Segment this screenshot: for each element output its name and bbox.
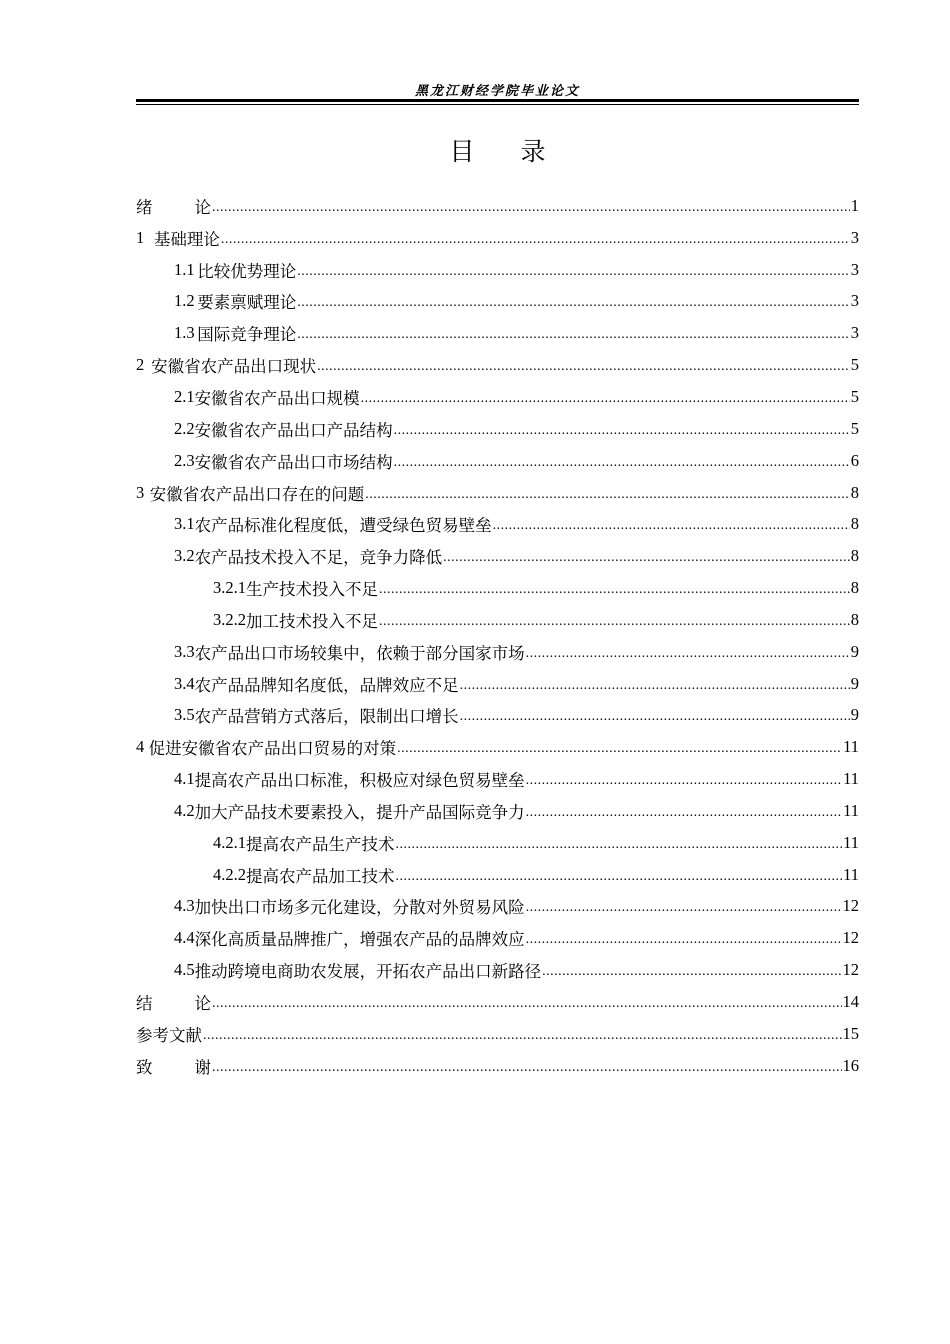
table-of-contents bbox=[136, 190, 859, 1082]
toc-entry-number: 1 bbox=[136, 227, 145, 247]
toc-entry-number: 4.2.1 bbox=[213, 832, 246, 852]
toc-entry-number: 3.2 bbox=[174, 546, 195, 566]
toc-entry-number: 4.5 bbox=[174, 960, 195, 980]
toc-entry[interactable] bbox=[136, 922, 859, 954]
toc-entry-label bbox=[136, 1054, 211, 1078]
toc-entry-label: 比较优势理论 bbox=[197, 261, 297, 281]
toc-entry-number: 3.4 bbox=[174, 673, 195, 693]
toc-dot-leader bbox=[297, 327, 850, 343]
toc-dot-leader bbox=[460, 678, 850, 694]
toc-entry-page: 5 bbox=[850, 418, 859, 438]
toc-entry-label: 提高农产品生产技术 bbox=[246, 834, 395, 854]
toc-dot-leader bbox=[212, 200, 850, 216]
toc-entry-page: 11 bbox=[843, 864, 859, 884]
toc-entry-label: 深化高质量品牌推广，增强农产品的品牌效应 bbox=[194, 930, 525, 950]
toc-entry[interactable] bbox=[136, 668, 859, 700]
toc-dot-leader bbox=[212, 1060, 842, 1076]
toc-dot-leader bbox=[493, 518, 850, 534]
toc-dot-leader bbox=[526, 646, 850, 662]
toc-dot-leader bbox=[317, 359, 850, 375]
toc-entry[interactable] bbox=[136, 763, 859, 795]
toc-entry[interactable] bbox=[136, 700, 859, 732]
toc-entry-page: 11 bbox=[843, 832, 859, 852]
toc-entry[interactable] bbox=[136, 349, 859, 381]
toc-entry[interactable] bbox=[136, 254, 859, 286]
toc-entry-page: 1 bbox=[850, 195, 859, 215]
toc-dot-leader bbox=[365, 487, 850, 503]
toc-entry-page: 8 bbox=[850, 609, 859, 629]
toc-entry-page: 9 bbox=[850, 705, 859, 725]
toc-dot-leader bbox=[460, 709, 850, 725]
toc-dot-leader bbox=[212, 996, 842, 1012]
toc-title-char-2: 录 bbox=[520, 137, 546, 166]
toc-entry-page: 8 bbox=[850, 578, 859, 598]
toc-entry-page: 12 bbox=[842, 928, 859, 948]
toc-entry-label: 参考文献 bbox=[136, 1025, 202, 1045]
toc-entry-label bbox=[136, 194, 211, 218]
toc-entry-page: 12 bbox=[842, 960, 859, 980]
toc-entry[interactable] bbox=[136, 317, 859, 349]
toc-entry-label: 加工技术投入不足 bbox=[246, 611, 378, 631]
toc-entry-label: 提高农产品加工技术 bbox=[246, 866, 395, 886]
toc-entry-label: 生产技术投入不足 bbox=[246, 580, 378, 600]
toc-entry-page: 6 bbox=[850, 450, 859, 470]
toc-entry-label: 促进安徽省农产品出口贸易的对策 bbox=[148, 739, 397, 759]
toc-title bbox=[136, 132, 859, 168]
toc-entry[interactable] bbox=[136, 859, 859, 891]
toc-entry[interactable] bbox=[136, 604, 859, 636]
toc-entry[interactable] bbox=[136, 190, 859, 222]
toc-dot-leader bbox=[394, 423, 850, 439]
toc-entry-page: 8 bbox=[850, 514, 859, 534]
toc-dot-leader bbox=[397, 741, 842, 757]
toc-entry-label: 安徽省农产品出口产品结构 bbox=[194, 420, 393, 440]
toc-entry-page: 3 bbox=[850, 227, 859, 247]
toc-dot-leader bbox=[203, 1028, 842, 1044]
toc-entry-label: 安徽省农产品出口规模 bbox=[194, 388, 360, 408]
header-rule-thin bbox=[136, 104, 859, 105]
toc-entry-page: 11 bbox=[843, 769, 859, 789]
toc-entry-label: 加快出口市场多元化建设，分散对外贸易风险 bbox=[194, 898, 525, 918]
toc-entry-number: 2 bbox=[136, 355, 145, 375]
toc-entry-label: 农产品技术投入不足，竞争力降低 bbox=[194, 548, 443, 568]
toc-entry[interactable] bbox=[136, 286, 859, 318]
toc-entry-number: 1.3 bbox=[174, 323, 195, 343]
toc-entry-page: 8 bbox=[850, 546, 859, 566]
toc-entry-label: 农产品品牌知名度低，品牌效应不足 bbox=[194, 675, 459, 695]
toc-dot-leader bbox=[361, 391, 850, 407]
toc-entry[interactable] bbox=[136, 445, 859, 477]
toc-entry-page: 14 bbox=[842, 992, 859, 1012]
toc-entry-number: 3.2.2 bbox=[213, 609, 246, 629]
toc-entry-label: 推动跨境电商助农发展，开拓农产品出口新路径 bbox=[194, 962, 542, 982]
toc-entry-label-char: 论 bbox=[194, 197, 211, 217]
toc-entry[interactable] bbox=[136, 413, 859, 445]
toc-entry-page: 5 bbox=[850, 386, 859, 406]
toc-entry-number: 4.3 bbox=[174, 896, 195, 916]
toc-entry-page: 12 bbox=[842, 896, 859, 916]
toc-entry[interactable] bbox=[136, 1050, 859, 1082]
toc-entry-label bbox=[136, 990, 211, 1014]
toc-entry-page: 9 bbox=[850, 641, 859, 661]
toc-entry-number: 2.1 bbox=[174, 386, 195, 406]
toc-entry-page: 3 bbox=[850, 291, 859, 311]
toc-entry-label-char: 致 bbox=[136, 1057, 153, 1077]
toc-entry-page: 3 bbox=[850, 323, 859, 343]
toc-dot-leader bbox=[526, 932, 842, 948]
toc-entry[interactable] bbox=[136, 540, 859, 572]
toc-entry-number: 3 bbox=[136, 482, 145, 502]
toc-entry-label: 安徽省农产品出口市场结构 bbox=[194, 452, 393, 472]
toc-entry-page: 8 bbox=[850, 482, 859, 502]
toc-entry[interactable] bbox=[136, 954, 859, 986]
toc-entry-label: 农产品营销方式落后，限制出口增长 bbox=[194, 707, 459, 727]
toc-entry-number: 4 bbox=[136, 737, 145, 757]
toc-entry[interactable] bbox=[136, 572, 859, 604]
toc-entry-page: 16 bbox=[842, 1055, 859, 1075]
toc-entry-number: 4.1 bbox=[174, 769, 195, 789]
toc-entry-page: 9 bbox=[850, 673, 859, 693]
toc-dot-leader bbox=[297, 264, 850, 280]
toc-entry-number: 1.2 bbox=[174, 291, 195, 311]
toc-entry-label: 国际竞争理论 bbox=[197, 325, 297, 345]
toc-entry-page: 15 bbox=[842, 1023, 859, 1043]
toc-entry-label-char: 绪 bbox=[136, 197, 153, 217]
toc-entry-label-char: 谢 bbox=[194, 1057, 211, 1077]
toc-entry[interactable] bbox=[136, 986, 859, 1018]
toc-entry-number: 2.2 bbox=[174, 418, 195, 438]
toc-entry-number: 4.2 bbox=[174, 800, 195, 820]
toc-entry-number: 3.1 bbox=[174, 514, 195, 534]
toc-entry[interactable] bbox=[136, 795, 859, 827]
toc-entry-page: 3 bbox=[850, 259, 859, 279]
toc-dot-leader bbox=[221, 232, 850, 248]
toc-dot-leader bbox=[526, 773, 842, 789]
running-header: 黑龙江财经学院毕业论文 bbox=[414, 84, 580, 99]
toc-entry-number: 3.3 bbox=[174, 641, 195, 661]
toc-dot-leader bbox=[396, 837, 843, 853]
toc-entry-label: 农产品出口市场较集中，依赖于部分国家市场 bbox=[194, 643, 525, 663]
toc-entry-number: 3.5 bbox=[174, 705, 195, 725]
toc-entry-page: 11 bbox=[843, 800, 859, 820]
toc-entry[interactable] bbox=[136, 381, 859, 413]
toc-entry[interactable] bbox=[136, 891, 859, 923]
toc-entry-number: 1.1 bbox=[174, 259, 195, 279]
toc-dot-leader bbox=[297, 295, 850, 311]
header-rule-thick bbox=[136, 99, 859, 102]
toc-entry-number: 4.4 bbox=[174, 928, 195, 948]
toc-entry-label: 要素禀赋理论 bbox=[197, 293, 297, 313]
toc-entry[interactable] bbox=[136, 731, 859, 763]
toc-entry-label-char: 结 bbox=[136, 994, 153, 1014]
toc-entry-label: 基础理论 bbox=[153, 229, 220, 249]
toc-entry[interactable] bbox=[136, 477, 859, 509]
toc-entry[interactable] bbox=[136, 508, 859, 540]
toc-entry[interactable] bbox=[136, 222, 859, 254]
toc-dot-leader bbox=[542, 964, 841, 980]
toc-entry-label: 农产品标准化程度低，遭受绿色贸易壁垒 bbox=[194, 516, 492, 536]
toc-entry-label-char: 论 bbox=[194, 994, 211, 1014]
toc-dot-leader bbox=[394, 455, 850, 471]
toc-entry-number: 4.2.2 bbox=[213, 864, 246, 884]
toc-entry[interactable] bbox=[136, 636, 859, 668]
toc-entry[interactable] bbox=[136, 827, 859, 859]
toc-entry-number: 3.2.1 bbox=[213, 578, 246, 598]
toc-dot-leader bbox=[396, 869, 843, 885]
toc-dot-leader bbox=[526, 900, 842, 916]
toc-entry[interactable] bbox=[136, 1018, 859, 1050]
toc-entry-label: 安徽省农产品出口存在的问题 bbox=[149, 484, 365, 504]
toc-dot-leader bbox=[443, 550, 850, 566]
toc-entry-page: 5 bbox=[850, 355, 859, 375]
toc-entry-number: 2.3 bbox=[174, 450, 195, 470]
toc-dot-leader bbox=[379, 614, 850, 630]
toc-title-char-1: 目 bbox=[449, 137, 475, 166]
toc-entry-label: 提高农产品出口标准，积极应对绿色贸易壁垒 bbox=[194, 771, 525, 791]
toc-dot-leader bbox=[379, 582, 850, 598]
toc-entry-page: 11 bbox=[843, 737, 859, 757]
toc-dot-leader bbox=[526, 805, 842, 821]
toc-entry-label: 加大产品技术要素投入，提升产品国际竞争力 bbox=[194, 802, 525, 822]
toc-entry-label: 安徽省农产品出口现状 bbox=[151, 357, 317, 377]
